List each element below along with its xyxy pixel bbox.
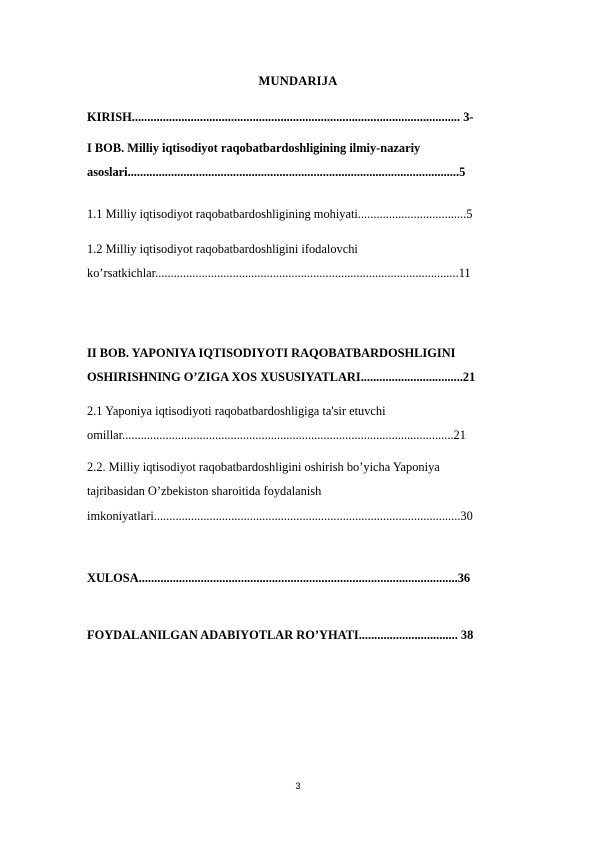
toc-entry-section-1-1: 1.1 Milliy iqtisodiyot raqobatbardoshligining mohiyati...................................5 xyxy=(87,207,473,221)
toc-entry-xulosa: XULOSA.......................................................................................................36 xyxy=(87,571,471,585)
toc-entry-chapter-1-line-2: asoslari...........................................................................................................5 xyxy=(87,165,466,179)
toc-entry-section-2-1-line-2: omillar...........................................................................................................21 xyxy=(87,428,466,442)
toc-entry-section-2-1-line-1: 2.1 Yaponiya iqtisodiyoti raqobatbardoshligiga ta'sir etuvchi xyxy=(87,404,386,418)
page-number: 3 xyxy=(295,781,301,791)
toc-entry-section-1-2-line-1: 1.2 Milliy iqtisodiyot raqobatbardoshligini ifodalovchi xyxy=(87,242,358,256)
toc-entry-bibliography: FOYDALANILGAN ADABIYOTLAR RO’YHATI................................ 38 xyxy=(87,628,474,642)
toc-entry-chapter-1-line-1: I BOB. Milliy iqtisodiyot raqobatbardoshligining ilmiy-nazariy xyxy=(87,141,421,155)
toc-title: MUNDARIJA xyxy=(258,74,338,88)
toc-entry-chapter-2-line-1: II BOB. YAPONIYA IQTISODIYOTI RAQOBATBARDOSHLIGINI xyxy=(87,346,456,360)
toc-entry-section-1-2-line-2: ko’rsatkichlar..................................................................................................11 xyxy=(87,266,471,280)
toc-entry-section-2-2-line-2: tajribasidan O’zbekiston sharoitida foydalanish xyxy=(87,484,322,498)
toc-entry-section-2-2-line-3: imkoniyatlari...................................................................................................30 xyxy=(87,509,473,523)
toc-entry-chapter-2-line-2: OSHIRISHNING O’ZIGA XOS XUSUSIYATLARI.................................21 xyxy=(87,370,476,384)
toc-entry-kirish: KIRISH.......................................................................................................... 3- xyxy=(87,110,474,124)
toc-entry-section-2-2-line-1: 2.2. Milliy iqtisodiyot raqobatbardoshligini oshirish bo’yicha Yaponiya xyxy=(87,460,440,474)
